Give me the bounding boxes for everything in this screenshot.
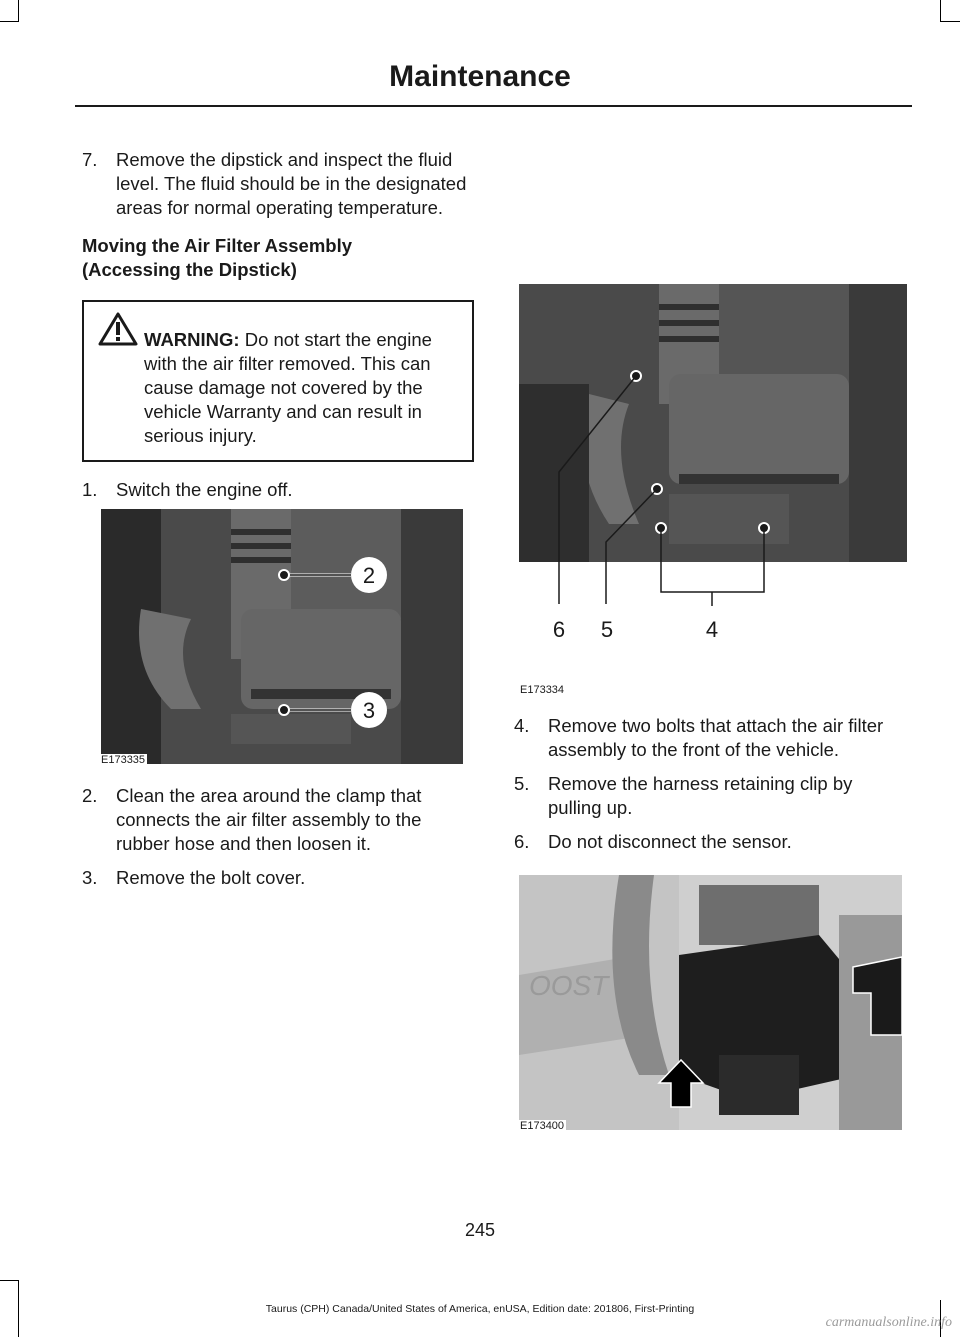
step-7	[82, 148, 474, 220]
crop-mark	[18, 0, 19, 22]
page-footer: Taurus (CPH) Canada/United States of America, enUSA, Edition date: 201806, First-Printing	[265, 1303, 695, 1315]
page-title: Maintenance	[389, 60, 571, 93]
callout-5: 5	[600, 617, 614, 642]
warning-label: WARNING:	[144, 329, 240, 350]
step-text: Switch the engine off.	[116, 479, 293, 500]
warning-box	[82, 300, 474, 462]
step-number: 2.	[82, 785, 98, 806]
step-2	[82, 784, 474, 856]
right-column	[514, 714, 906, 864]
warning-triangle-icon	[96, 310, 140, 354]
figure-code: E173400	[520, 1120, 565, 1132]
crop-mark	[941, 21, 960, 22]
left-column-lower	[82, 784, 474, 900]
crop-mark	[0, 1280, 19, 1281]
step-3	[82, 866, 474, 890]
watermark: carmanualsonline.info	[825, 1315, 952, 1330]
step-text: Remove the harness retaining clip by pulling up.	[548, 773, 853, 818]
left-column	[82, 148, 474, 512]
callout-3: 3	[362, 698, 376, 723]
step-number: 4.	[514, 715, 530, 736]
figure-air-filter-clamp	[101, 509, 463, 764]
step-4	[514, 714, 906, 762]
section-heading: Moving the Air Filter Assembly (Accessing the Dipstick)	[82, 235, 353, 280]
callout-6: 6	[552, 617, 566, 642]
figure-code: E173334	[520, 684, 565, 696]
step-text: Do not disconnect the sensor.	[548, 831, 792, 852]
crop-mark	[0, 21, 19, 22]
step-5	[514, 772, 906, 820]
step-text: Remove the bolt cover.	[116, 867, 306, 888]
step-number: 3.	[82, 867, 98, 888]
figure-air-filter-removal	[519, 875, 902, 1130]
step-text: Remove two bolts that attach the air filter assembly to the front of the vehicle.	[548, 715, 884, 760]
step-1	[82, 478, 474, 502]
page-number: 245	[464, 1220, 496, 1240]
callout-2: 2	[362, 563, 376, 588]
step-number: 1.	[82, 479, 98, 500]
callout-4: 4	[705, 617, 719, 642]
figure-2-leaders	[519, 284, 907, 654]
step-6	[514, 830, 906, 854]
step-number: 5.	[514, 773, 530, 794]
step-number: 7.	[82, 149, 98, 170]
warning-text: Do not start the engine with the air filter removed. This can cause damage not covered by the vehicle Warranty and can result in serious injury.	[144, 329, 432, 446]
engine-badge: OOST	[529, 970, 609, 1001]
header-divider	[75, 105, 912, 107]
step-text: Clean the area around the clamp that connects the air filter assembly to the rubber hose and then loosen it.	[116, 785, 422, 854]
crop-mark	[940, 0, 941, 22]
step-number: 6.	[514, 831, 530, 852]
figure-code: E173335	[101, 754, 146, 766]
step-text: Remove the dipstick and inspect the fluid level. The fluid should be in the designated areas for normal operating temperature.	[116, 149, 467, 218]
